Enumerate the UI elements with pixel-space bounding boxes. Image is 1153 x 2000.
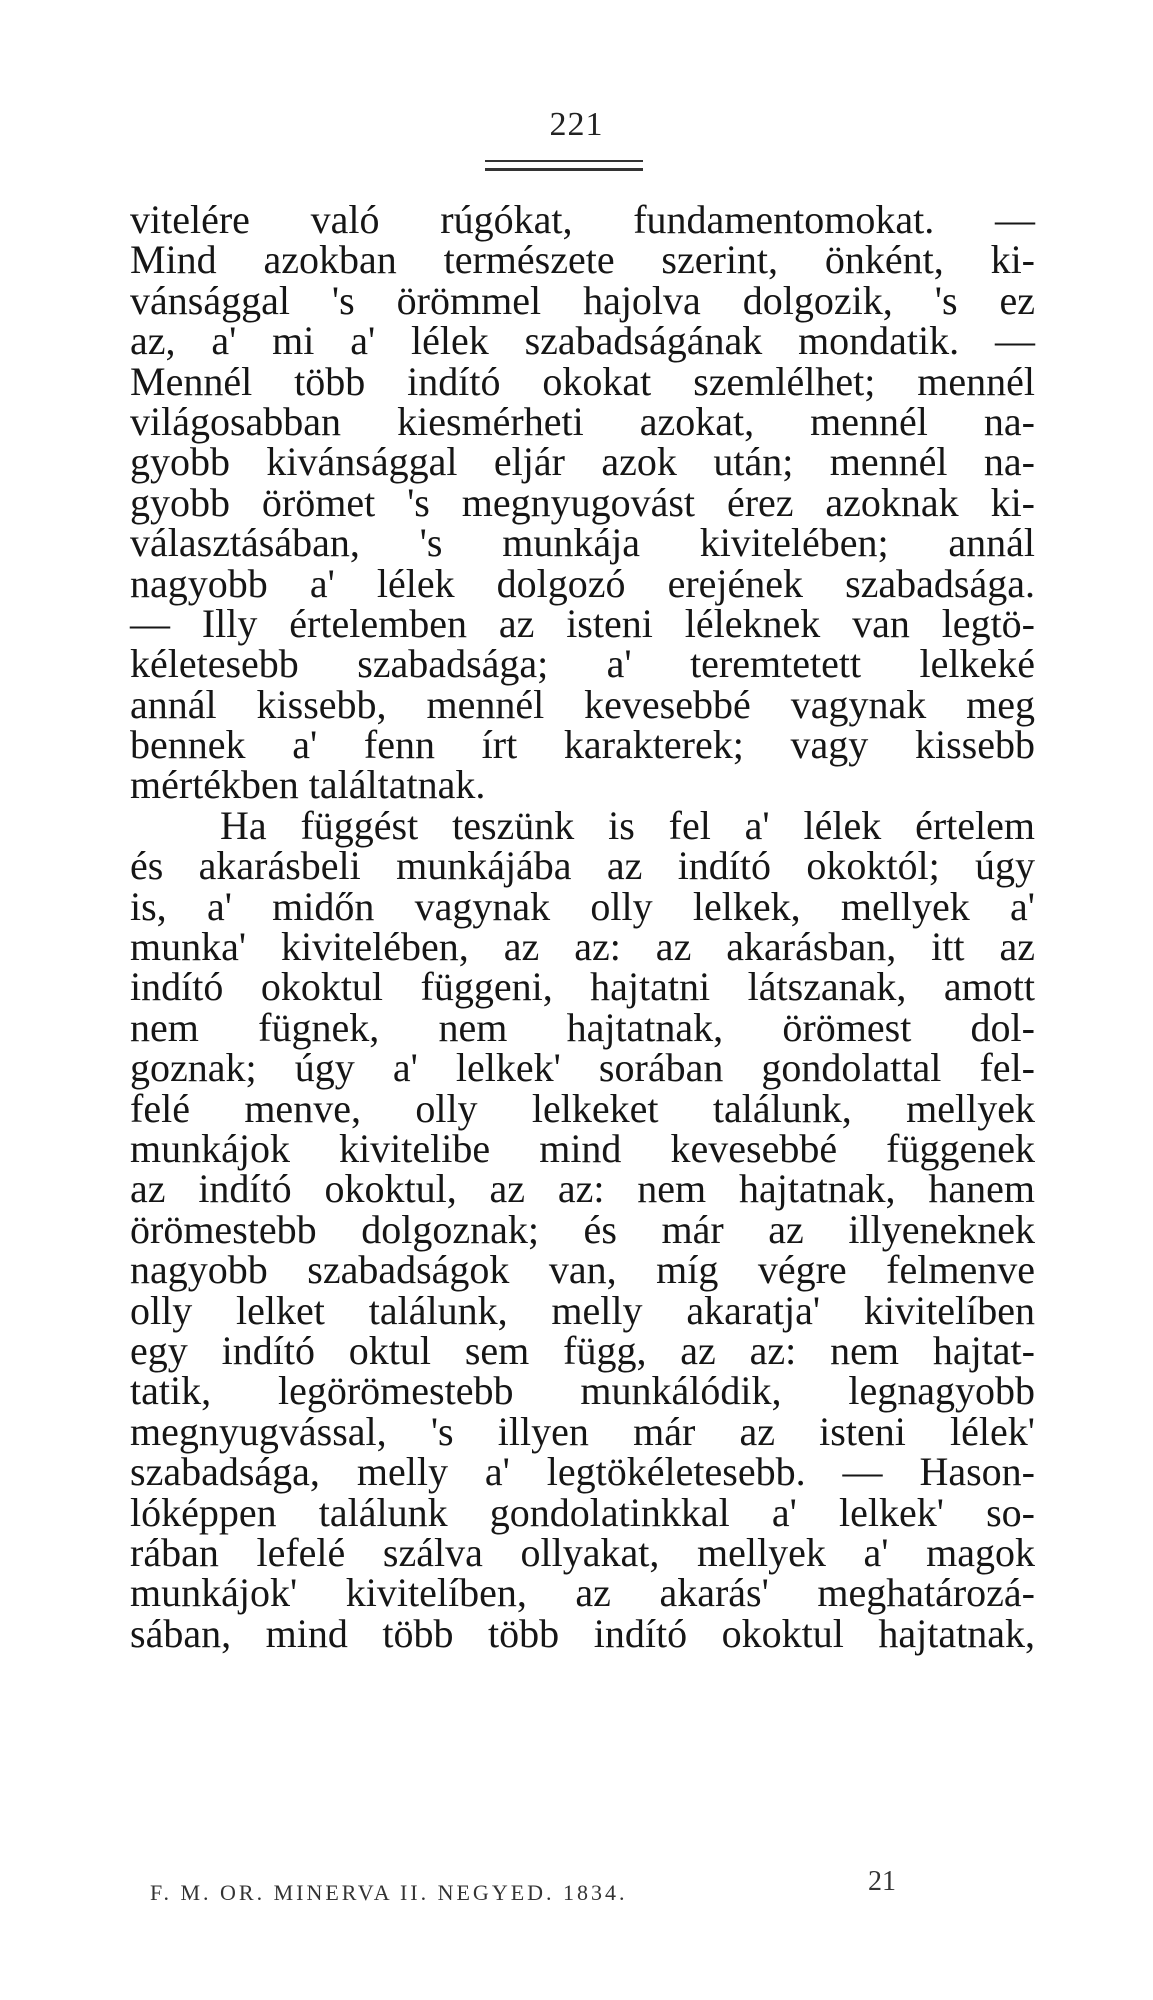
text-line: és akarásbeli munkájába az indító okoktól; úgy (130, 843, 1035, 889)
text-line: munkájok' kivitelíben, az akarás' meghatározá- (130, 1570, 1035, 1616)
text-line: vánsággal 's örömmel hajolva dolgozik, 's ez (130, 277, 1035, 323)
signature-footer: F. M. OR. MINERVA II. NEGYED. 1834. (150, 1880, 628, 1905)
text-line: vitelére való rúgókat, fundamentomokat. — (130, 197, 1035, 242)
text-line: nagyobb a' lélek dolgozó erejének szabadsága. (130, 560, 1035, 606)
text-line: sában, mind több több indító okoktul hajtatnak, (130, 1610, 1035, 1656)
text-line: örömestebb dolgoznak; és már az illyeneknek (130, 1206, 1035, 1252)
text-line: Ha függést teszünk is fel a' lélek értelem (220, 802, 1035, 848)
text-line: munka' kivitelében, az az: az akarásban, itt az (130, 924, 1035, 970)
header-rule (485, 160, 643, 171)
text-line: indító okoktul függeni, hajtatni látszanak, amott (130, 964, 1035, 1010)
text-line: az indító okoktul, az az: nem hajtatnak, hanem (130, 1166, 1035, 1212)
signature-number: 21 (868, 1866, 896, 1897)
text-line: mértékben találtatnak. (130, 762, 486, 808)
text-line: annál kissebb, mennél kevesebbé vagynak meg (130, 681, 1035, 727)
text-line: olly lelket találunk, melly akaratja' kivitelíben (130, 1287, 1035, 1333)
text-line: nem fügnek, nem hajtatnak, örömest dol- (130, 1004, 1035, 1050)
text-line: felé menve, olly lelkeket találunk, mellyek (130, 1085, 1035, 1131)
text-line: lóképpen találunk gondolatinkkal a' lelkek' so- (130, 1489, 1035, 1535)
text-line: egy indító oktul sem függ, az az: nem hajtat- (130, 1327, 1035, 1373)
text-line: gyobb örömet 's megnyugovást érez azoknak ki- (130, 479, 1035, 525)
text-line: kéletesebb szabadsága; a' teremtetett lelkeké (130, 641, 1035, 687)
text-line: gyobb kivánsággal eljár azok után; mennél na- (130, 439, 1035, 485)
body-text (130, 197, 1035, 1656)
text-line: bennek a' fenn írt karakterek; vagy kissebb (130, 722, 1035, 768)
text-line: is, a' midőn vagynak olly lelkek, mellyek a' (130, 883, 1035, 929)
text-line: Mind azokban természete szerint, önként, ki- (130, 237, 1035, 283)
text-line: munkájok kivitelibe mind kevesebbé függenek (130, 1125, 1035, 1171)
text-line: goznak; úgy a' lelkek' sorában gondolattal fel- (130, 1045, 1035, 1091)
text-line: nagyobb szabadságok van, míg végre felmenve (130, 1247, 1035, 1293)
text-line: Mennél több indító okokat szemlélhet; mennél (130, 358, 1035, 404)
text-line: — Illy értelemben az isteni léleknek van legtö- (130, 600, 1035, 646)
page-number: 221 (549, 106, 604, 143)
text-line: tatik, legörömestebb munkálódik, legnagyobb (130, 1368, 1035, 1414)
text-line: szabadsága, melly a' legtökéletesebb. — Hason- (130, 1449, 1035, 1495)
text-line: rában lefelé szálva ollyakat, mellyek a' magok (130, 1529, 1035, 1575)
text-line: megnyugvással, 's illyen már az isteni lélek' (130, 1408, 1035, 1454)
text-line: világosabban kiesmérheti azokat, mennél na- (130, 398, 1035, 444)
text-line: választásában, 's munkája kivitelében; annál (130, 520, 1035, 566)
text-line: az, a' mi a' lélek szabadságának mondatik. — (130, 318, 1035, 364)
